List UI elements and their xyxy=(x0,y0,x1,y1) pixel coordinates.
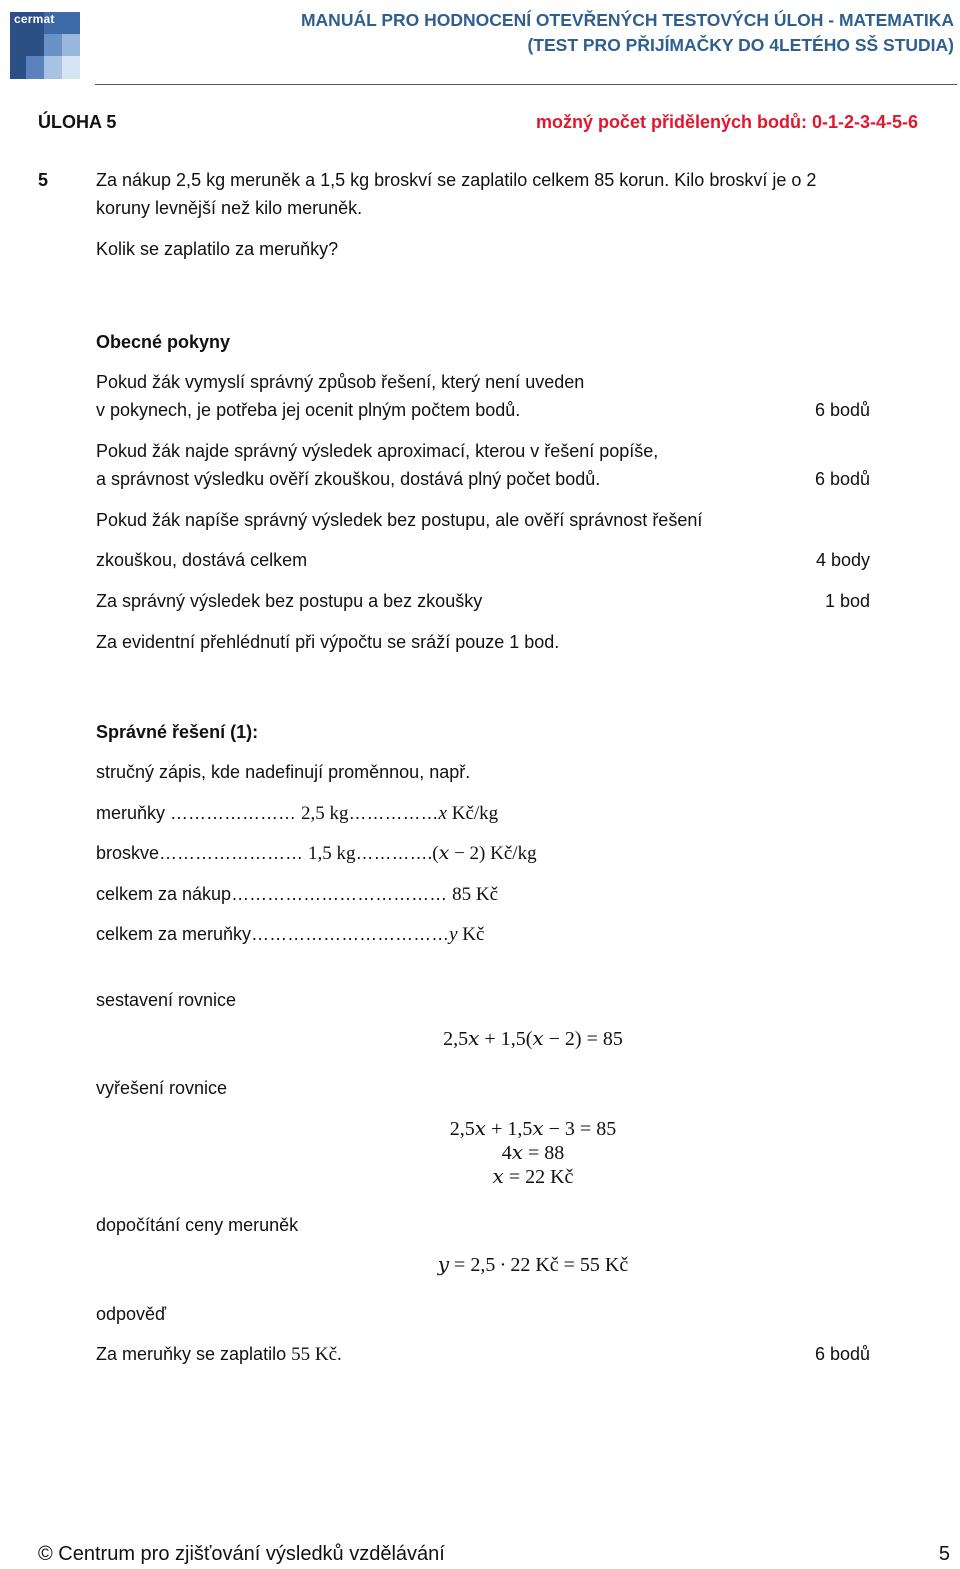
solution-row-peaches xyxy=(96,839,537,868)
solution-row-apricots xyxy=(96,799,498,828)
rule5-text: Za evidentní přehlédnutí při výpočtu se sráží pouze 1 bod. xyxy=(96,632,560,652)
equation-1: 2,5𝑥 + 1,5(𝑥 − 2) = 85 xyxy=(443,1028,623,1050)
solution-heading: Správné řešení (1): xyxy=(96,722,259,742)
logo-text: cermat xyxy=(14,12,55,26)
page-number: 5 xyxy=(938,1543,950,1565)
rule2-line2: a správnost výsledku ověří zkouškou, dostává plný počet bodů. xyxy=(96,469,601,489)
general-heading: Obecné pokyny xyxy=(96,332,231,352)
row1-variable: x xyxy=(438,803,447,824)
rule3-points: 4 body xyxy=(815,550,870,570)
row4-label: celkem za meruňky xyxy=(96,924,252,944)
row4-dots: …………………………… xyxy=(251,924,450,944)
rule2-line1: Pokud žák najde správný výsledek aproximací, kterou v řešení popíše, xyxy=(96,441,659,461)
rule1-line2: v pokynech, je potřeba jej ocenit plným počtem bodů. xyxy=(96,400,521,420)
row3-label: celkem za nákup xyxy=(96,884,232,904)
row2-weight: 1,5 kg xyxy=(308,843,356,864)
rule4-points: 1 bod xyxy=(824,591,870,611)
answer-line xyxy=(96,1340,342,1369)
step-answer: odpověď xyxy=(96,1304,167,1324)
row2-dots: …………………… xyxy=(159,843,304,863)
step-solve-equation: vyřešení rovnice xyxy=(96,1078,228,1098)
header-divider xyxy=(95,84,957,85)
step-compute-price: dopočítání ceny meruněk xyxy=(96,1215,299,1235)
rule3-line1: Pokud žák napíše správný výsledek bez postupu, ale ověří správnost řešení xyxy=(96,510,703,530)
solution-intro: stručný zápis, kde nadefinují proměnnou, např. xyxy=(96,762,471,782)
answer-value: 55 Kč. xyxy=(291,1344,342,1365)
solution-row-apricot-total xyxy=(96,920,484,949)
task-points-label: možný počet přidělených bodů: 0-1-2-3-4-5-6 xyxy=(535,112,918,132)
row1-dots2: …………… xyxy=(348,803,439,823)
row2-dots2: ………… xyxy=(355,843,428,863)
rule3-line2: zkouškou, dostává celkem xyxy=(96,550,308,570)
row2-expression: .(𝑥 − 2) Kč/kg xyxy=(427,843,537,864)
question-text-line2: koruny levnější než kilo meruněk. xyxy=(96,198,363,218)
row1-weight: 2,5 kg xyxy=(301,803,349,824)
equation-4: 𝑥 = 22 Kč xyxy=(492,1166,574,1188)
rule4-text: Za správný výsledek bez postupu a bez zkoušky xyxy=(96,591,483,611)
answer-text: Za meruňky se zaplatilo xyxy=(96,1344,292,1364)
question-prompt: Kolik se zaplatilo za meruňky? xyxy=(96,239,339,259)
footer-copyright: © Centrum pro zjišťování výsledků vzdělávání xyxy=(38,1543,445,1565)
equation-5: 𝑦 = 2,5 ∙ 22 Kč = 55 Kč xyxy=(437,1254,629,1276)
equation-2: 2,5𝑥 + 1,5𝑥 − 3 = 85 xyxy=(449,1118,617,1140)
rule1-line1: Pokud žák vymyslí správný způsob řešení, který není uveden xyxy=(96,372,585,392)
cermat-logo xyxy=(10,12,80,79)
row1-label: meruňky xyxy=(96,803,171,823)
header-title-line1: MANUÁL PRO HODNOCENÍ OTEVŘENÝCH TESTOVÝCH ÚLOH - MATEMATIKA xyxy=(300,10,954,30)
question-text-line1: Za nákup 2,5 kg meruněk a 1,5 kg broskví se zaplatilo celkem 85 korun. Kilo broskví je o 2 xyxy=(96,170,817,190)
solution-row-total xyxy=(96,880,498,909)
row4-unit: Kč xyxy=(457,924,485,945)
header-title-line2: (TEST PRO PŘIJÍMAČKY DO 4LETÉHO SŠ STUDIA) xyxy=(527,35,954,55)
row3-dots: ……………………………… xyxy=(231,884,448,904)
question-number: 5 xyxy=(38,170,49,190)
equation-3: 4𝑥 = 88 xyxy=(501,1142,565,1164)
row1-unit: Kč/kg xyxy=(446,803,499,824)
rule1-points: 6 bodů xyxy=(814,400,870,420)
row2-label: broskve xyxy=(96,843,160,863)
row4-variable: y xyxy=(449,924,458,945)
row1-dots: ………………… xyxy=(170,803,297,823)
task-title: ÚLOHA 5 xyxy=(38,112,117,132)
row3-value: 85 Kč xyxy=(452,884,498,905)
rule2-points: 6 bodů xyxy=(814,469,870,489)
step-set-up-equation: sestavení rovnice xyxy=(96,990,237,1010)
answer-points: 6 bodů xyxy=(814,1344,870,1364)
